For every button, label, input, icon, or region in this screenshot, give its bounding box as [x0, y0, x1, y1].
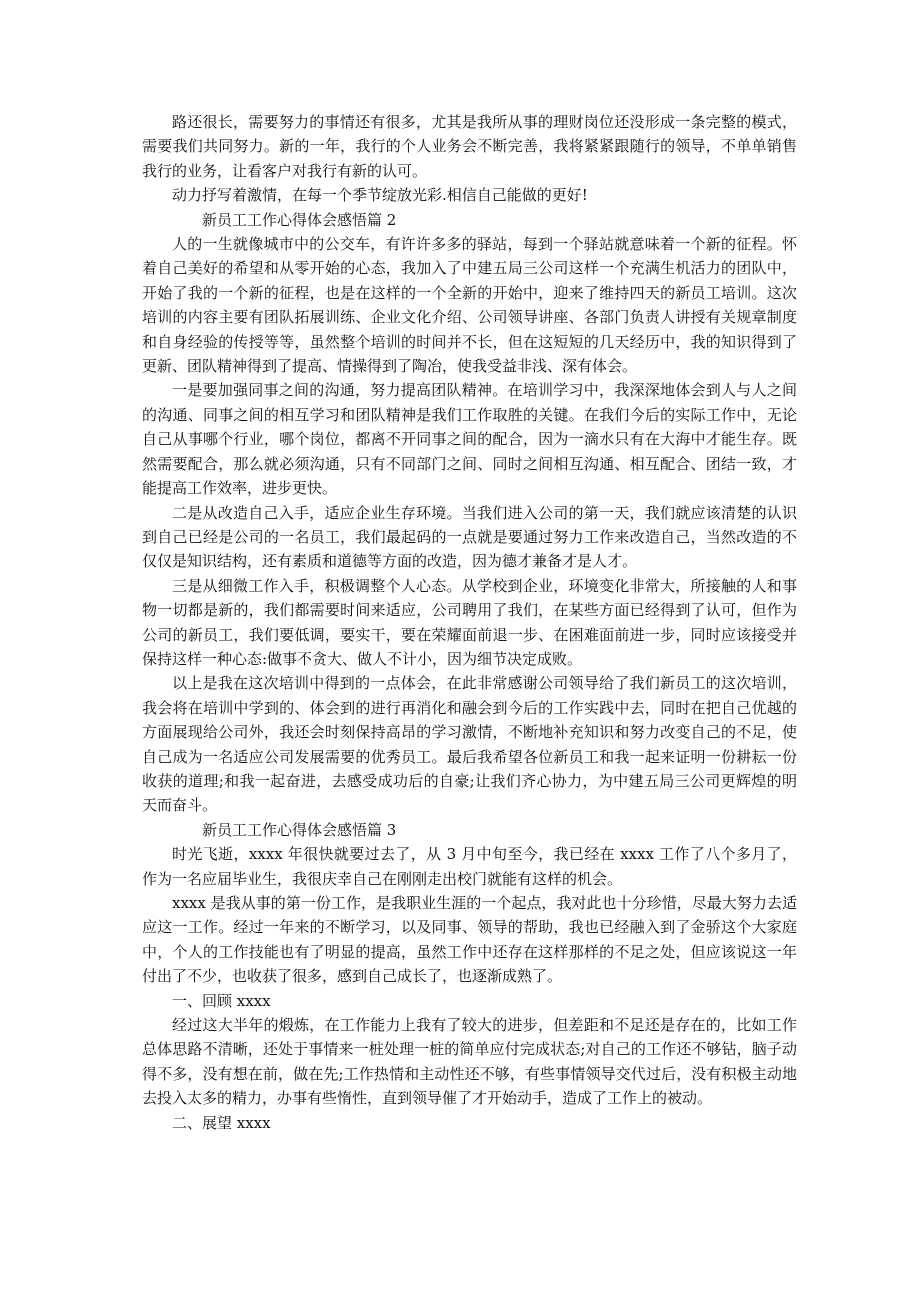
paragraph: 时光飞逝，xxxx 年很快就要过去了，从 3 月中旬至今，我已经在 xxxx 工作了八个多月了，作为一名应届毕业生，我很庆幸自己在刚刚走出校门就能有这样的机会。	[142, 845, 797, 888]
paragraph: 一是要加强同事之间的沟通，努力提高团队精神。在培训学习中，我深深地体会到人与人之间的沟通、同事之间的相互学习和团队精神是我们工作取胜的关键。在我们今后的实际工作中，无论自己从事哪个行业，哪个岗位，都离不开同事之间的配合，因为一滴水只有在大海中才能生存。既然需要配合，那么就必须沟通，只有不同部门之间、同时之间相互沟通、相互配合、团结一致，才能提高工作效率，进步更快。	[142, 381, 797, 498]
paragraph: 动力抒写着激情，在每一个季节绽放光彩.相信自己能做的更好!	[172, 186, 588, 205]
paragraph: 二是从改造自己入手，适应企业生存环境。当我们进入公司的第一天，我们就应该清楚的认识到自己已经是公司的一名员工，我们最起码的一点就是要通过努力工作来改造自己，当然改造的不仅仅是知识结构，还有素质和道德等方面的改造，因为德才兼备才是人才。	[142, 503, 797, 571]
subheading: 一、回顾 xxxx	[172, 991, 271, 1010]
section-heading: 新员工工作心得体会感悟篇 2	[202, 210, 397, 229]
paragraph: 三是从细微工作入手，积极调整个人心态。从学校到企业，环境变化非常大，所接触的人和事物一切都是新的，我们都需要时间来适应，公司聘用了我们，在某些方面已经得到了认可，但作为公司的新员工，我们要低调，要实干，要在荣耀面前退一步、在困难面前进一步，同时应该接受并保持这样一种心态:做事不贪大、做人不计小，因为细节决定成败。	[142, 576, 797, 668]
paragraph: 经过这大半年的煅炼，在工作能力上我有了较大的进步，但差距和不足还是存在的，比如工作总体思路不清晰，还处于事情来一桩处理一桩的简单应付完成状态;对自己的工作还不够钻，脑子动得不多，没有想在前，做在先;工作热情和主动性还不够，有些事情领导交代过后，没有积极主动地去投入太多的精力，办事有些惰性，直到领导催了才开始动手，造成了工作上的被动。	[142, 1016, 797, 1108]
subheading: 二、展望 xxxx	[172, 1113, 271, 1132]
paragraph: xxxx 是我从事的第一份工作，是我职业生涯的一个起点，我对此也十分珍惜，尽最大努力去适应这一工作。经过一年来的不断学习，以及同事、领导的帮助，我也已经融入到了金骄这个大家庭中，个人的工作技能也有了明显的提高，虽然工作中还存在这样那样的不足之处，但应该说这一年付出了不少，也收获了很多，感到自己成长了，也逐渐成熟了。	[142, 894, 797, 986]
paragraph: 人的一生就像城市中的公交车，有许许多多的驿站，每到一个驿站就意味着一个新的征程。怀着自己美好的希望和从零开始的心态，我加入了中建五局三公司这样一个充满生机活力的团队中，开始了我的一个新的征程，也是在这样的一个全新的开始中，迎来了维持四天的新员工培训。这次培训的内容主要有团队拓展训练、企业文化介绍、公司领导讲座、各部门负责人讲授有关规章制度和自身经验的传授等等，虽然整个培训的时间并不长，但在这短短的几天经历中，我的知识得到了更新、团队精神得到了提高、情操得到了陶冶，使我受益非浅、深有体会。	[142, 235, 797, 376]
document-page	[142, 110, 797, 1135]
paragraph: 路还很长，需要努力的事情还有很多，尤其是我所从事的理财岗位还没形成一条完整的模式，需要我们共同努力。新的一年，我行的个人业务会不断完善，我将紧紧跟随行的领导，不单单销售我行的业务，让看客户对我行有新的认可。	[142, 113, 797, 180]
section-heading: 新员工工作心得体会感悟篇 3	[202, 820, 397, 839]
paragraph: 以上是我在这次培训中得到的一点体会，在此非常感谢公司领导给了我们新员工的这次培训，我会将在培训中学到的、体会到的进行再消化和融会到今后的工作实践中去，同时在把自己优越的方面展现给公司外，我还会时刻保持高昂的学习激情，不断地补充知识和努力改变自己的不足，使自己成为一名适应公司发展需要的优秀员工。最后我希望各位新员工和我一起来证明一份耕耘一份收获的道理;和我一起奋进，去感受成功后的自豪;让我们齐心协力，为中建五局三公司更辉煌的明天而奋斗。	[142, 674, 797, 815]
